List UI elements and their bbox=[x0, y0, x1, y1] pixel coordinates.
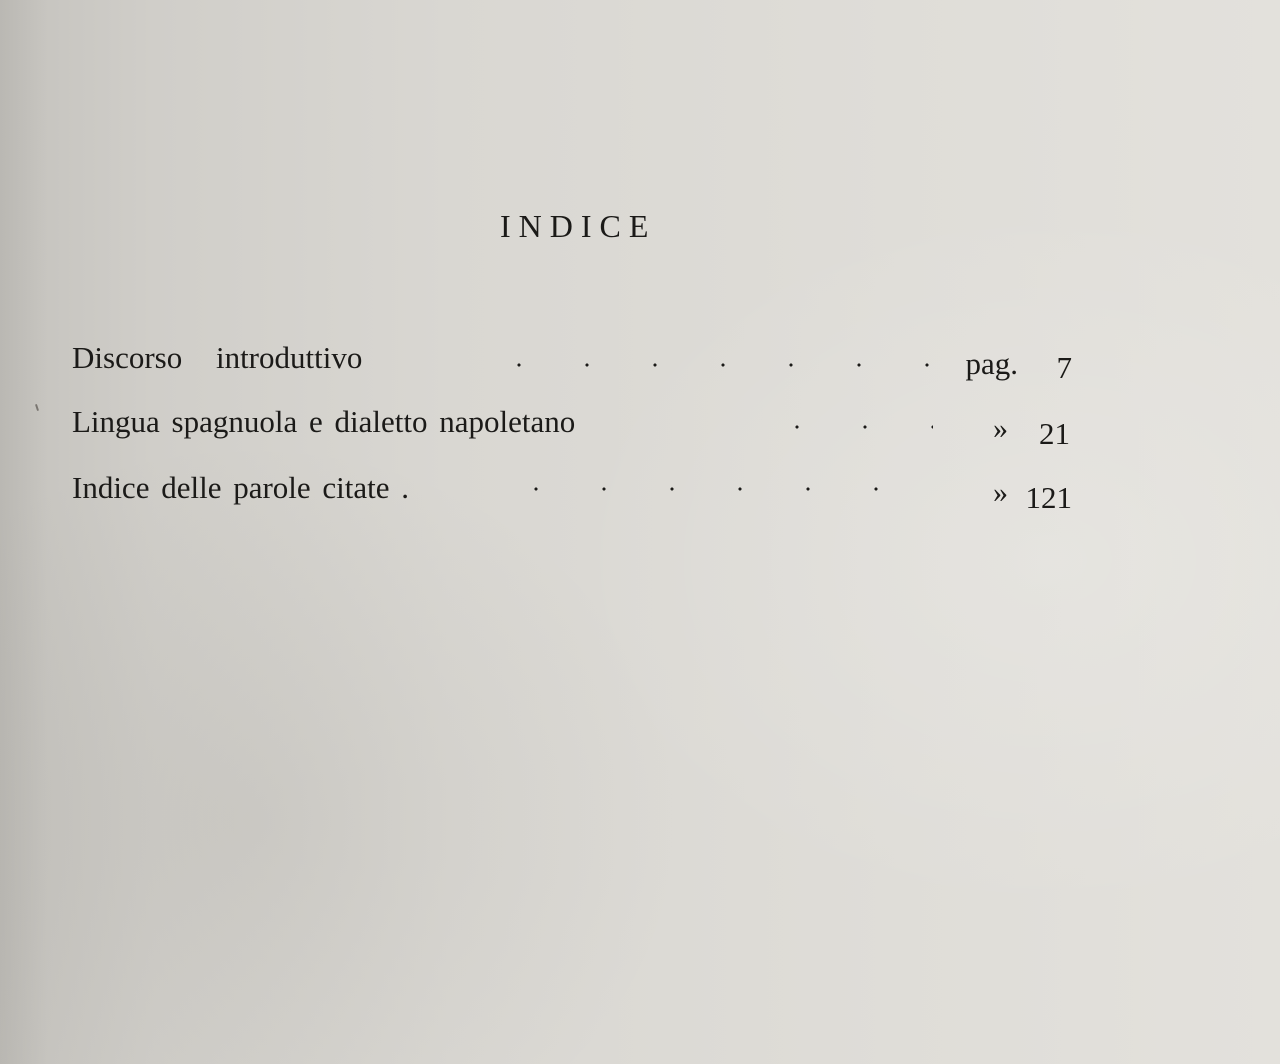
dot-leader bbox=[485, 360, 930, 370]
toc-entry-title: Lingua spagnuola e dialetto napoletano bbox=[72, 404, 576, 439]
toc-entry-indice-parole bbox=[72, 460, 1072, 522]
ditto-mark: » bbox=[993, 476, 1008, 509]
page-number: 121 bbox=[1025, 480, 1072, 515]
toc-entry-lingua-spagnuola bbox=[72, 398, 1072, 460]
page-number: 21 bbox=[1039, 416, 1070, 451]
toc-entry-title: Discorso introduttivo bbox=[72, 340, 363, 375]
index-title: INDICE bbox=[500, 208, 657, 244]
page-number: 7 bbox=[1056, 350, 1072, 385]
page-shadow bbox=[0, 0, 48, 1064]
dot-leader bbox=[763, 422, 933, 432]
toc-entry-discorso-introduttivo bbox=[72, 336, 1072, 398]
ditto-mark: » bbox=[993, 412, 1008, 445]
dot-leader bbox=[502, 484, 932, 494]
page-prefix: pag. bbox=[965, 346, 1018, 381]
table-of-contents bbox=[72, 336, 1072, 522]
toc-entry-title: Indice delle parole citate . bbox=[72, 470, 410, 505]
